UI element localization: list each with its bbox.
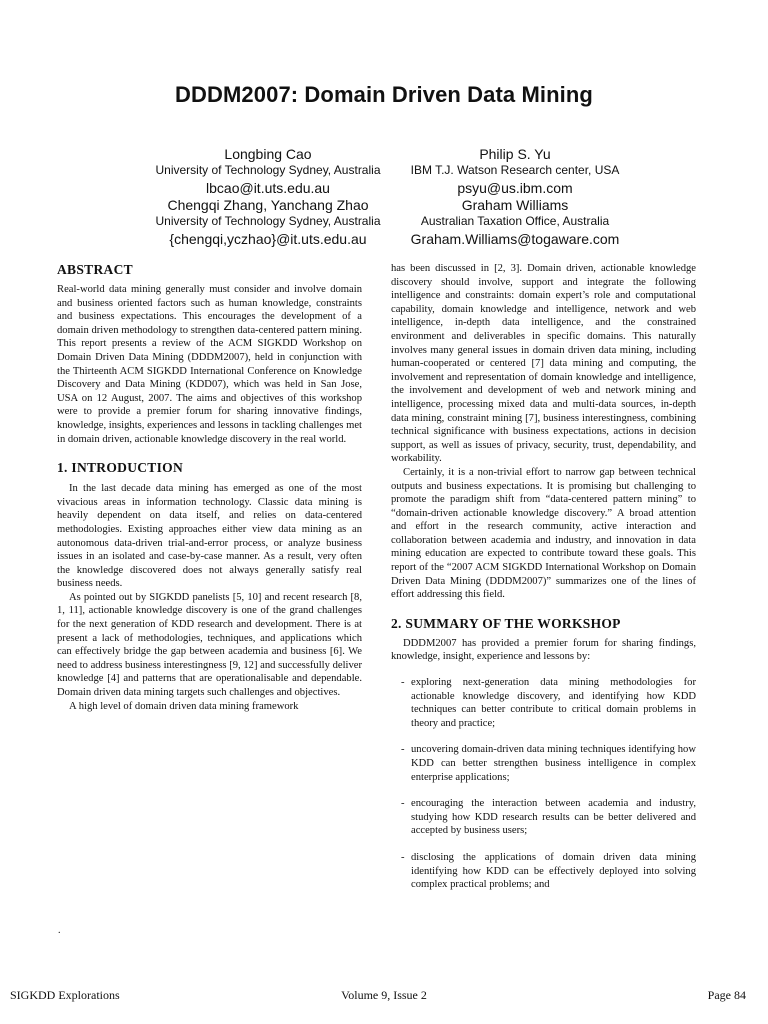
intro-paragraph-1: In the last decade data mining has emerged as one of the most vivacious areas in information technology. Classic data mining is heavily dependent on data itself, and relies on data-centered methodologies. Existing approaches either view data mining as an autonomous data-driven trial-and-error process, or analyze business issues in an isolated and case-by-case manner. As a result, very often the knowledge discovered does not always generally satisfy real business needs. [57,483,362,590]
author-name: Philip S. Yu [479,146,551,162]
list-item [391,676,696,730]
summary-list [391,676,696,892]
author-block-yu [365,146,665,197]
list-bullet: - [401,744,405,756]
author-affiliation: University of Technology Sydney, Australia [155,214,381,228]
list-item [391,797,696,838]
footer-page-number: Page 84 [707,988,746,1002]
list-item [391,743,696,784]
author-email: Graham.Williams@togaware.com [410,231,620,247]
list-item [391,851,696,892]
intro-paragraph-3: A high level of domain driven data mining framework [69,700,299,712]
stray-mark: . [58,925,61,936]
author-affiliation: IBM T.J. Watson Research center, USA [410,163,620,177]
author-name: Graham Williams [461,197,569,213]
author-affiliation: Australian Taxation Office, Australia [420,214,610,228]
list-item-text: encouraging the interaction between academia and industry, studying how KDD research results can be better delivered and accepted by business users; [411,798,696,837]
author-name: Longbing Cao [224,146,312,162]
footer-volume: Volume 9, Issue 2 [341,988,427,1002]
summary-intro: DDDM2007 has provided a premier forum for sharing findings, knowledge, insight, experience and lessons by: [391,637,696,663]
list-bullet: - [401,798,405,810]
list-item-text: uncovering domain-driven data mining techniques identifying how KDD can better strengthen business intelligence in complex enterprise applications; [411,744,696,783]
author-affiliation: University of Technology Sydney, Australia [155,163,381,177]
introduction-heading: 1. INTRODUCTION [57,460,184,476]
author-email: lbcao@it.uts.edu.au [206,180,330,196]
list-item-text: disclosing the applications of domain driven data mining identifying how KDD can be effectively deployed into solving complex practical problems; and [411,851,696,891]
intro-paragraph-3-continued: has been discussed in [2, 3]. Domain driven, actionable knowledge discovery should involve, support and integrate the following intelligence and constraints: domain expert’s role and computational capability, domain knowledge and intelligence, network and web intelligence, in-depth data intelligence, and the constrained environment and deliverables in specific domains. This naturally involves many general issues in domain driven data mining, including human-cooperated or centered [7] data mining and computing, the involvement and representation of domain knowledge and intelligence, the involvement and development of web and network mining and intelligence, processing mixed data and multi-data sources, in-depth data mining, constraint mining [7], business interestingness, combining technical significance with business expectations, actions in decision support, as well as issues of privacy, security, trust, dependability, and workability. [391,263,696,465]
abstract-text: Real-world data mining generally must consider and involve domain and business oriented factors such as human knowledge, constraints and business expectations. This encourages the development of a domain driven methodology to strengthen data-centered pattern mining. This report presents a review of the ACM SIGKDD Workshop on Domain Driven Data Mining (DDDM2007), held in conjunction with the Thirteenth ACM SIGKDD International Conference on Knowledge Discovery and Data Mining (KDD07), which was held in San Jose, USA on 12 August, 2007. The aims and objectives of this workshop were to provide a premier forum for sharing innovative findings, knowledge, insights, experiences and lessons in tackling challenges met in domain driven, actionable knowledge discovery in the real world. [57,284,362,445]
author-block-williams [365,197,665,248]
abstract-heading: ABSTRACT [57,262,133,277]
right-column [391,262,696,905]
list-bullet: - [401,677,405,689]
list-bullet: - [401,851,405,863]
footer-journal: SIGKDD Explorations [10,988,120,1002]
intro-paragraph-2: As pointed out by SIGKDD panelists [5, 10] and recent research [8, 1, 11], actionable knowledge discovery is one of the grand challenges for the next generation of KDD research and development. There is at present a lack of methodologies, techniques, and applications which can effectively bridge the gap between academia and business [6]. We need to address business interestingness [9, 12] and successfully deliver knowledge [4] and patterns that are operationalisable and dependable. Domain driven data mining targets such challenges and objectives. [57,591,362,699]
author-email: psyu@us.ibm.com [457,180,573,196]
summary-heading: 2. SUMMARY OF THE WORKSHOP [391,615,621,631]
left-column [57,262,362,713]
paper-title: DDDM2007: Domain Driven Data Mining [175,82,593,107]
author-email: {chengqi,yczhao}@it.uts.edu.au [169,231,367,247]
author-name: Chengqi Zhang, Yanchang Zhao [167,197,369,213]
list-item-text: exploring next-generation data mining methodologies for actionable knowledge discovery, and identifying how KDD techniques can better contribute to critical domain problems in theory and practice; [411,677,696,729]
intro-paragraph-4: Certainly, it is a non-trivial effort to narrow gap between technical outputs and business expectations. It is promising but challenging to promote the paradigm shift from “data-centered pattern mining” to “domain-driven actionable knowledge discovery.” A broad attention and effort in the research community, active interaction and collaboration between academia and industry, and innovation in data mining education are expected to contribute toward these goals. This report of the “2007 ACM SIGKDD International Workshop on Domain Driven Data Mining (DDDM2007)” summarizes one of the lines of effort addressing this field. [391,466,696,601]
